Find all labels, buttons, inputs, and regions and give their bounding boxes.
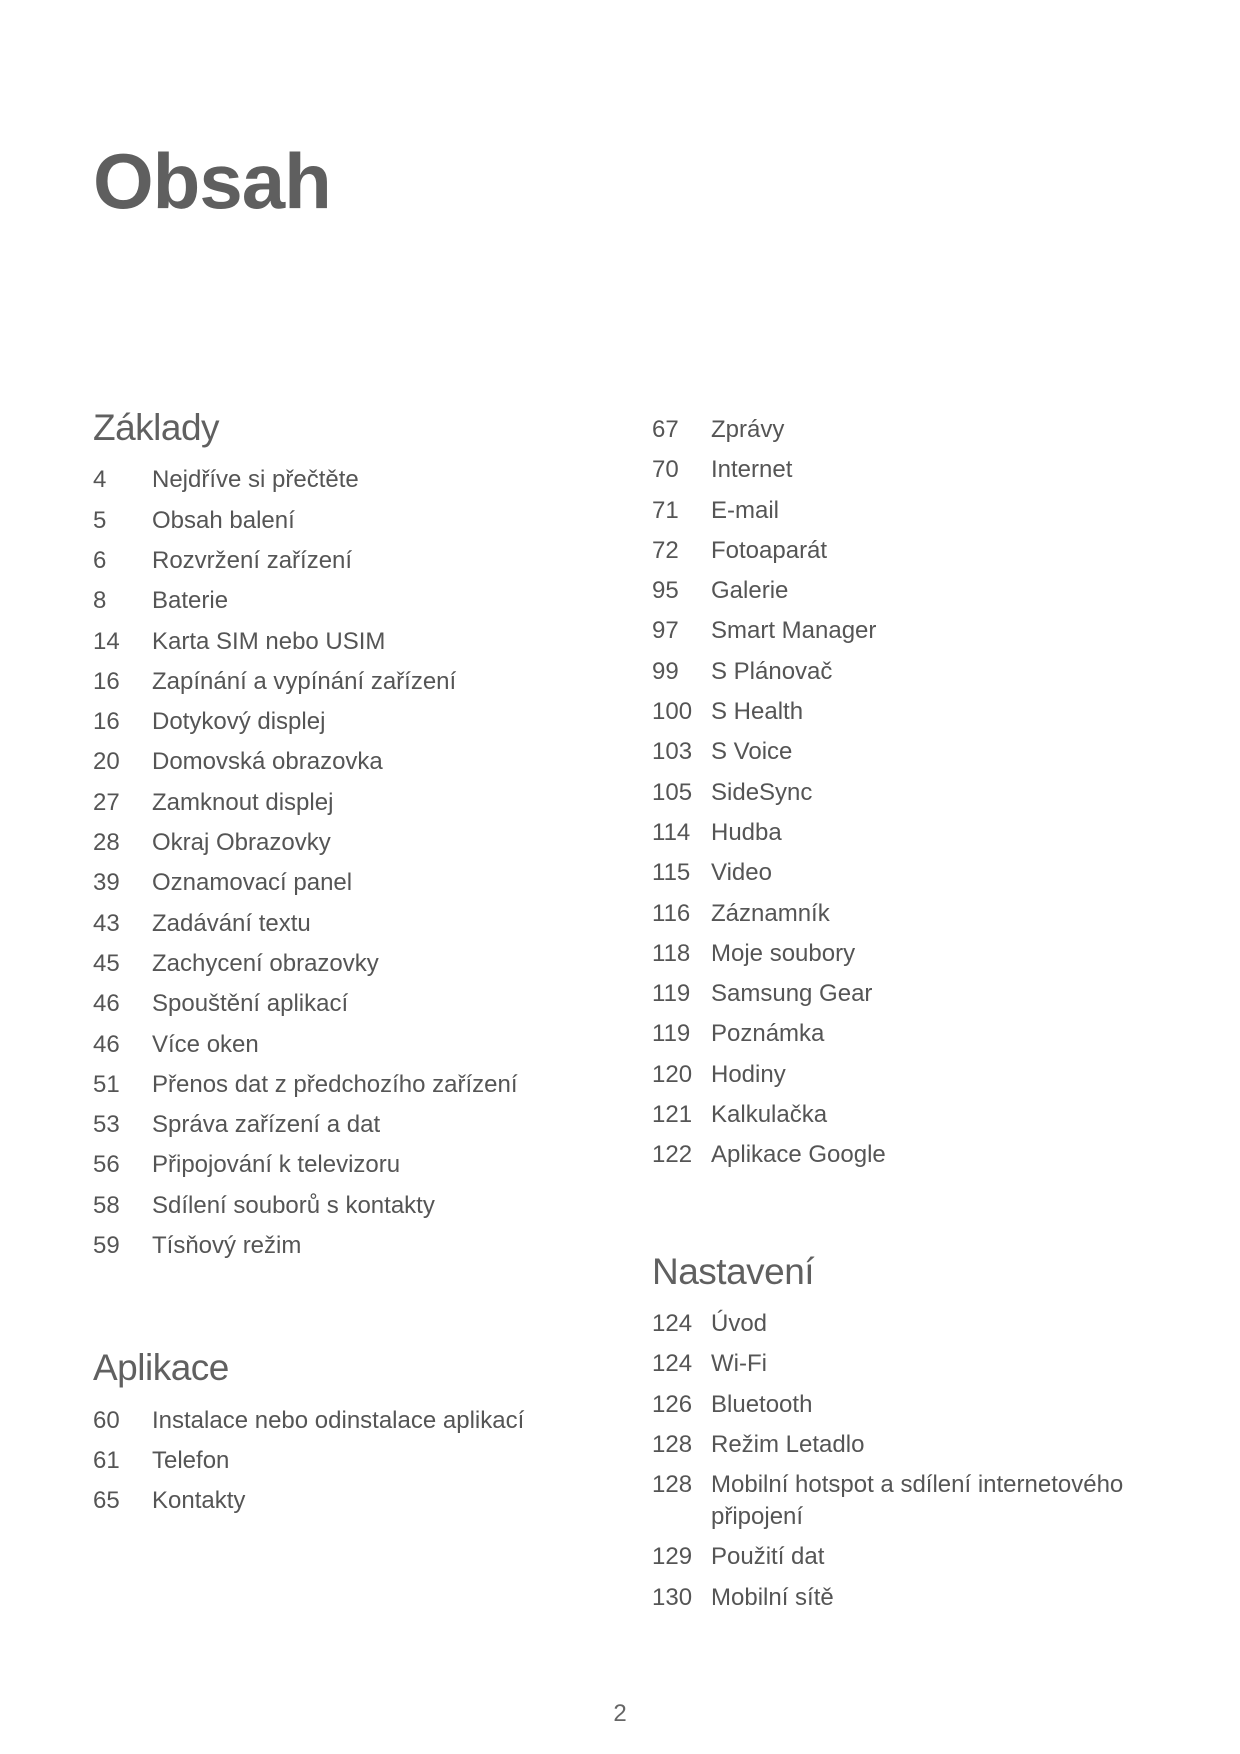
toc-entry-page: 56 <box>93 1151 120 1179</box>
toc-entry-label: Galerie <box>711 577 789 605</box>
toc-entry-label: Video <box>711 859 772 887</box>
section-heading-aplikace: Aplikace <box>93 1347 229 1389</box>
toc-entry-label: Dotykový displej <box>152 708 326 736</box>
page-number: 2 <box>613 1700 627 1727</box>
toc-entry-page: 6 <box>93 546 107 574</box>
toc-entry[interactable] <box>93 581 593 621</box>
toc-entry-label: Poznámka <box>711 1020 825 1048</box>
toc-entry-page: 100 <box>652 698 693 726</box>
toc-entry[interactable] <box>652 410 1172 450</box>
toc-entry-page: 103 <box>652 738 693 766</box>
toc-entry[interactable] <box>652 813 1172 853</box>
toc-entry-page: 43 <box>93 909 120 937</box>
toc-entry[interactable] <box>93 622 593 662</box>
toc-entry[interactable] <box>652 692 1172 732</box>
toc-entry-page: 27 <box>93 788 120 816</box>
toc-entry-label: Telefon <box>152 1447 230 1475</box>
toc-entry-page: 53 <box>93 1111 120 1139</box>
toc-entry-label: Záznamník <box>711 899 830 927</box>
toc-entry-label: Použití dat <box>711 1543 825 1571</box>
toc-entry-label: Zadávání textu <box>152 909 311 937</box>
toc-entry-page: 46 <box>93 990 120 1018</box>
toc-list-aplikace <box>93 1401 593 1522</box>
toc-entry-label: Zachycení obrazovky <box>152 949 379 977</box>
toc-entry-page: 58 <box>93 1191 120 1219</box>
toc-entry-page: 128 <box>652 1430 693 1458</box>
toc-entry-page: 120 <box>652 1060 693 1088</box>
toc-entry[interactable] <box>652 652 1172 692</box>
toc-entry[interactable] <box>93 783 593 823</box>
toc-entry[interactable] <box>93 1481 593 1521</box>
toc-entry[interactable] <box>93 1186 593 1226</box>
toc-entry[interactable] <box>93 541 593 581</box>
toc-entry-page: 122 <box>652 1141 693 1169</box>
section-heading-zaklady: Základy <box>93 407 220 448</box>
toc-entry-label: Nejdříve si přečtěte <box>152 466 359 494</box>
toc-entry-page: 72 <box>652 536 679 564</box>
toc-entry[interactable] <box>93 944 593 984</box>
toc-entry[interactable] <box>93 1105 593 1145</box>
toc-entry-label: Zamknout displej <box>152 788 334 816</box>
section-heading-nastaveni: Nastavení <box>652 1250 815 1292</box>
toc-entry-label: Bluetooth <box>711 1390 813 1418</box>
toc-entry[interactable] <box>93 460 593 500</box>
toc-entry-label: Hodiny <box>711 1060 786 1088</box>
toc-entry-label: Rozvržení zařízení <box>152 546 353 574</box>
toc-column-left <box>93 406 593 1522</box>
toc-entry-page: 71 <box>652 496 679 524</box>
toc-entry-label: Hudba <box>711 818 782 846</box>
toc-section-aplikace-continued <box>652 410 1172 1176</box>
toc-entry-page: 128 <box>652 1471 693 1499</box>
toc-entry[interactable] <box>652 1304 1172 1344</box>
toc-entry-page: 28 <box>93 829 120 857</box>
toc-entry[interactable] <box>652 450 1172 490</box>
toc-entry[interactable] <box>652 773 1172 813</box>
toc-entry-label: SideSync <box>711 778 813 806</box>
toc-entry[interactable] <box>93 984 593 1024</box>
toc-entry[interactable] <box>93 662 593 702</box>
toc-entry-label: Moje soubory <box>711 939 856 967</box>
toc-entry-label: Karta SIM nebo USIM <box>152 627 386 655</box>
toc-entry[interactable] <box>652 974 1172 1014</box>
toc-entry[interactable] <box>652 934 1172 974</box>
toc-entry-page: 95 <box>652 577 679 605</box>
toc-entry[interactable] <box>93 501 593 541</box>
toc-entry-page: 67 <box>652 416 679 443</box>
toc-entry-label: Zprávy <box>711 416 785 443</box>
toc-entry-page: 51 <box>93 1070 120 1098</box>
toc-entry[interactable] <box>652 732 1172 772</box>
toc-entry-label: Tísňový režim <box>152 1232 302 1260</box>
toc-entry[interactable] <box>652 1578 1172 1618</box>
toc-entry-label: Internet <box>711 456 793 484</box>
toc-entry-page: 14 <box>93 627 120 655</box>
toc-entry-label: Mobilní hotspot a sdílení internetového připojení <box>711 1471 1124 1531</box>
toc-entry[interactable] <box>652 1095 1172 1135</box>
toc-entry-page: 116 <box>652 899 691 927</box>
toc-entry[interactable] <box>93 1025 593 1065</box>
toc-entry[interactable] <box>652 1465 1172 1537</box>
toc-section-nastaveni <box>652 1250 1172 1618</box>
toc-entry-label: Oznamovací panel <box>152 869 353 897</box>
toc-entry-page: 124 <box>652 1350 693 1378</box>
toc-entry-label: Více oken <box>152 1030 259 1058</box>
toc-entry-page: 121 <box>652 1101 693 1129</box>
toc-entry[interactable] <box>93 863 593 903</box>
toc-entry-label: Smart Manager <box>711 617 877 645</box>
toc-entry-label: Mobilní sítě <box>711 1583 834 1611</box>
toc-entry-label: Instalace nebo odinstalace aplikací <box>152 1406 525 1434</box>
toc-entry-page: 45 <box>93 949 120 977</box>
toc-entry[interactable] <box>93 1441 593 1481</box>
toc-entry[interactable] <box>652 571 1172 611</box>
toc-entry-page: 60 <box>93 1406 120 1434</box>
toc-list-nastaveni <box>652 1304 1172 1618</box>
toc-entry-label: S Plánovač <box>711 657 833 685</box>
toc-entry-page: 105 <box>652 778 693 806</box>
toc-entry[interactable] <box>652 853 1172 893</box>
toc-entry-page: 20 <box>93 748 120 776</box>
toc-entry[interactable] <box>93 1401 593 1441</box>
page-title: Obsah <box>93 137 331 225</box>
toc-entry[interactable] <box>652 611 1172 651</box>
toc-entry[interactable] <box>652 1385 1172 1425</box>
toc-entry[interactable] <box>652 1055 1172 1095</box>
toc-entry-label: Zapínání a vypínání zařízení <box>152 667 457 695</box>
toc-entry-label: Aplikace Google <box>711 1141 886 1169</box>
toc-entry[interactable] <box>652 1425 1172 1465</box>
toc-entry[interactable] <box>652 531 1172 571</box>
toc-entry-page: 115 <box>652 859 691 887</box>
toc-entry[interactable] <box>652 1014 1172 1054</box>
toc-entry-label: Okraj Obrazovky <box>152 829 331 857</box>
toc-entry[interactable] <box>93 702 593 742</box>
toc-entry[interactable] <box>652 1537 1172 1577</box>
toc-entry[interactable] <box>93 1065 593 1105</box>
toc-entry-page: 119 <box>652 980 691 1008</box>
toc-entry-page: 8 <box>93 587 107 615</box>
toc-entry-page: 5 <box>93 506 107 534</box>
toc-entry-page: 114 <box>652 818 691 846</box>
toc-entry-page: 59 <box>93 1232 120 1260</box>
toc-entry-page: 99 <box>652 657 679 685</box>
toc-entry-label: Spouštění aplikací <box>152 990 349 1018</box>
toc-entry[interactable] <box>93 742 593 782</box>
toc-entry-page: 118 <box>652 939 691 967</box>
toc-entry[interactable] <box>93 823 593 863</box>
toc-list-aplikace-continued <box>652 410 1172 1176</box>
toc-entry-label: Přenos dat z předchozího zařízení <box>152 1070 518 1098</box>
toc-entry-page: 39 <box>93 869 120 897</box>
toc-entry-label: E-mail <box>711 496 780 524</box>
toc-entry-page: 65 <box>93 1487 120 1515</box>
toc-entry-page: 4 <box>93 466 107 494</box>
toc-entry-page: 124 <box>652 1310 693 1338</box>
toc-entry-label: Kalkulačka <box>711 1101 828 1129</box>
toc-column-right <box>652 410 1172 1618</box>
toc-section-aplikace <box>93 1346 593 1521</box>
toc-entry-label: Fotoaparát <box>711 536 828 564</box>
toc-entry-label: Wi-Fi <box>711 1350 767 1378</box>
toc-entry-label: S Health <box>711 698 804 726</box>
toc-entry-page: 70 <box>652 456 679 484</box>
toc-entry[interactable] <box>652 1135 1172 1175</box>
toc-entry-label: Baterie <box>152 587 229 615</box>
toc-entry-page: 46 <box>93 1030 120 1058</box>
toc-section-zaklady <box>93 406 593 1266</box>
toc-entry[interactable] <box>93 1226 593 1266</box>
toc-entry-page: 129 <box>652 1543 693 1571</box>
toc-entry-label: Režim Letadlo <box>711 1430 865 1458</box>
toc-entry-label: Úvod <box>711 1310 768 1338</box>
toc-entry-page: 97 <box>652 617 679 645</box>
toc-entry-page: 126 <box>652 1390 693 1418</box>
toc-entry-label: Správa zařízení a dat <box>152 1111 381 1139</box>
toc-entry[interactable] <box>93 1145 593 1185</box>
toc-entry-label: Připojování k televizoru <box>152 1151 401 1179</box>
toc-entry-page: 16 <box>93 708 120 736</box>
toc-entry-page: 61 <box>93 1447 120 1475</box>
toc-entry-label: Obsah balení <box>152 506 295 534</box>
toc-entry-label: Sdílení souborů s kontakty <box>152 1191 435 1219</box>
toc-entry-page: 119 <box>652 1020 691 1048</box>
toc-entry-page: 16 <box>93 667 120 695</box>
toc-entry[interactable] <box>652 894 1172 934</box>
toc-entry-label: Samsung Gear <box>711 980 873 1008</box>
toc-list-zaklady <box>93 460 593 1266</box>
toc-entry-label: S Voice <box>711 738 793 766</box>
toc-entry-page: 130 <box>652 1583 693 1611</box>
toc-entry[interactable] <box>652 491 1172 531</box>
toc-entry-label: Domovská obrazovka <box>152 748 383 776</box>
toc-entry[interactable] <box>652 1344 1172 1384</box>
toc-entry[interactable] <box>93 904 593 944</box>
toc-entry-label: Kontakty <box>152 1487 246 1515</box>
